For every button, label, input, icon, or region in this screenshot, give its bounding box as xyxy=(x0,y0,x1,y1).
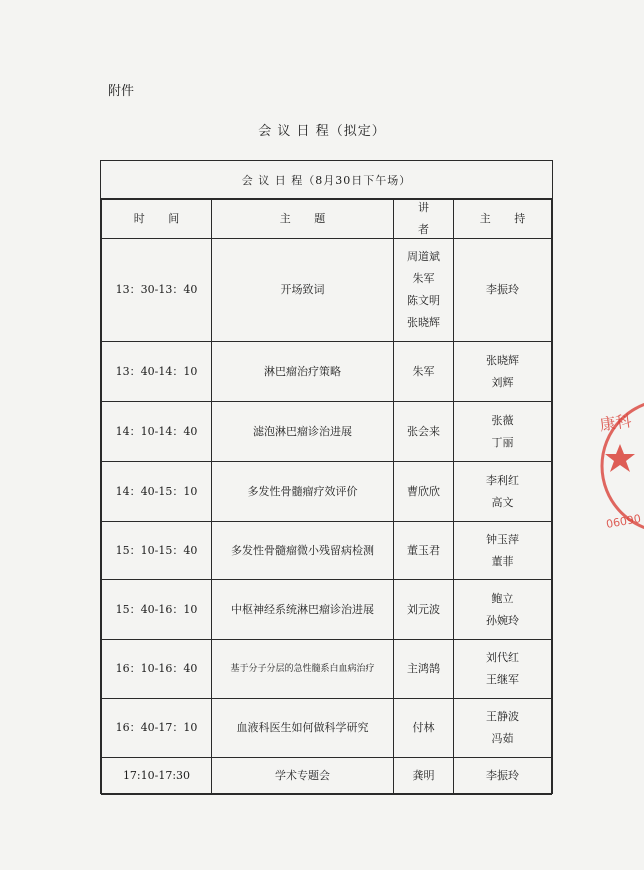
host-name: 张薇 xyxy=(491,413,514,427)
row-speakers xyxy=(393,579,454,640)
speaker-name: 朱军 xyxy=(412,272,435,285)
speaker-name: 董玉君 xyxy=(407,543,440,557)
row-time: 15：10-15：40 xyxy=(101,521,212,580)
row-topic: 基于分子分层的急性髓系白血病治疗 xyxy=(211,639,394,699)
row-time: 14：40-15：10 xyxy=(101,461,212,522)
row-hosts xyxy=(453,521,552,580)
row-speakers xyxy=(393,341,454,402)
row-speakers xyxy=(393,401,454,462)
header-time: 时 间 xyxy=(101,199,212,239)
row-speakers xyxy=(393,639,454,699)
row-topic: 血液科医生如何做科学研究 xyxy=(211,698,394,758)
speaker-name: 刘元波 xyxy=(407,602,440,616)
row-topic: 中枢神经系统淋巴瘤诊治进展 xyxy=(211,579,394,640)
speaker-name: 张会来 xyxy=(407,424,440,438)
row-speakers xyxy=(393,238,454,342)
row-hosts xyxy=(453,341,552,402)
host-name: 高文 xyxy=(491,495,514,509)
stamp-text-bottom: 06090 xyxy=(605,512,642,531)
row-topic: 多发性骨髓瘤疗效评价 xyxy=(211,461,394,522)
stamp-text-top: 康科 xyxy=(598,411,633,435)
row-hosts xyxy=(453,238,552,342)
host-name: 冯茹 xyxy=(491,732,514,745)
row-time: 14：10-14：40 xyxy=(101,401,212,462)
speaker-name: 朱军 xyxy=(412,364,435,378)
row-time: 16：40-17：10 xyxy=(101,698,212,758)
row-speakers xyxy=(393,757,454,795)
host-name: 董菲 xyxy=(491,554,514,568)
speaker-name: 曹欣欣 xyxy=(407,484,440,498)
row-hosts xyxy=(453,401,552,462)
row-time: 15：40-16：10 xyxy=(101,579,212,640)
row-hosts xyxy=(453,757,552,795)
host-name: 刘代红 xyxy=(486,651,519,664)
row-hosts xyxy=(453,579,552,640)
official-seal-stamp xyxy=(598,396,644,536)
host-name: 李振玲 xyxy=(486,283,519,296)
row-speakers xyxy=(393,461,454,522)
host-name: 孙婉玲 xyxy=(486,613,519,627)
host-name: 钟玉萍 xyxy=(486,532,519,546)
row-topic: 开场致词 xyxy=(211,238,394,342)
document-title: 会 议 日 程（拟定） xyxy=(258,124,386,139)
speaker-name: 主鸿鹄 xyxy=(407,662,440,675)
attachment-label: 附件 xyxy=(108,84,135,99)
row-topic: 滤泡淋巴瘤诊治进展 xyxy=(211,401,394,462)
session-title: 会 议 日 程（8月30日下午场） xyxy=(101,161,552,199)
row-time: 13：40-14：10 xyxy=(101,341,212,402)
row-speakers xyxy=(393,698,454,758)
host-name: 李利红 xyxy=(486,473,519,487)
speaker-name: 龚明 xyxy=(412,769,435,782)
host-name: 鲍立 xyxy=(491,591,514,605)
header-host: 主 持 xyxy=(453,199,552,239)
row-topic: 学术专题会 xyxy=(211,757,394,795)
host-name: 王继军 xyxy=(486,673,519,686)
row-time: 17:10-17:30 xyxy=(101,757,212,795)
host-name: 刘辉 xyxy=(491,375,514,389)
host-name: 王静波 xyxy=(486,710,519,723)
header-topic: 主 题 xyxy=(211,199,394,239)
host-name: 丁丽 xyxy=(491,435,514,449)
header-speaker: 讲 者 xyxy=(393,199,454,239)
row-topic: 淋巴瘤治疗策略 xyxy=(211,341,394,402)
speaker-name: 张晓辉 xyxy=(407,316,440,329)
row-hosts xyxy=(453,639,552,699)
row-time: 13：30-13：40 xyxy=(101,238,212,342)
row-hosts xyxy=(453,461,552,522)
row-speakers xyxy=(393,521,454,580)
row-hosts xyxy=(453,698,552,758)
host-name: 张晓辉 xyxy=(486,353,519,367)
row-time: 16：10-16：40 xyxy=(101,639,212,699)
speaker-name: 陈文明 xyxy=(407,294,440,307)
row-topic: 多发性骨髓瘤微小残留病检测 xyxy=(211,521,394,580)
host-name: 李振玲 xyxy=(486,769,519,782)
speaker-name: 付林 xyxy=(412,721,435,734)
speaker-name: 周道斌 xyxy=(407,250,440,263)
